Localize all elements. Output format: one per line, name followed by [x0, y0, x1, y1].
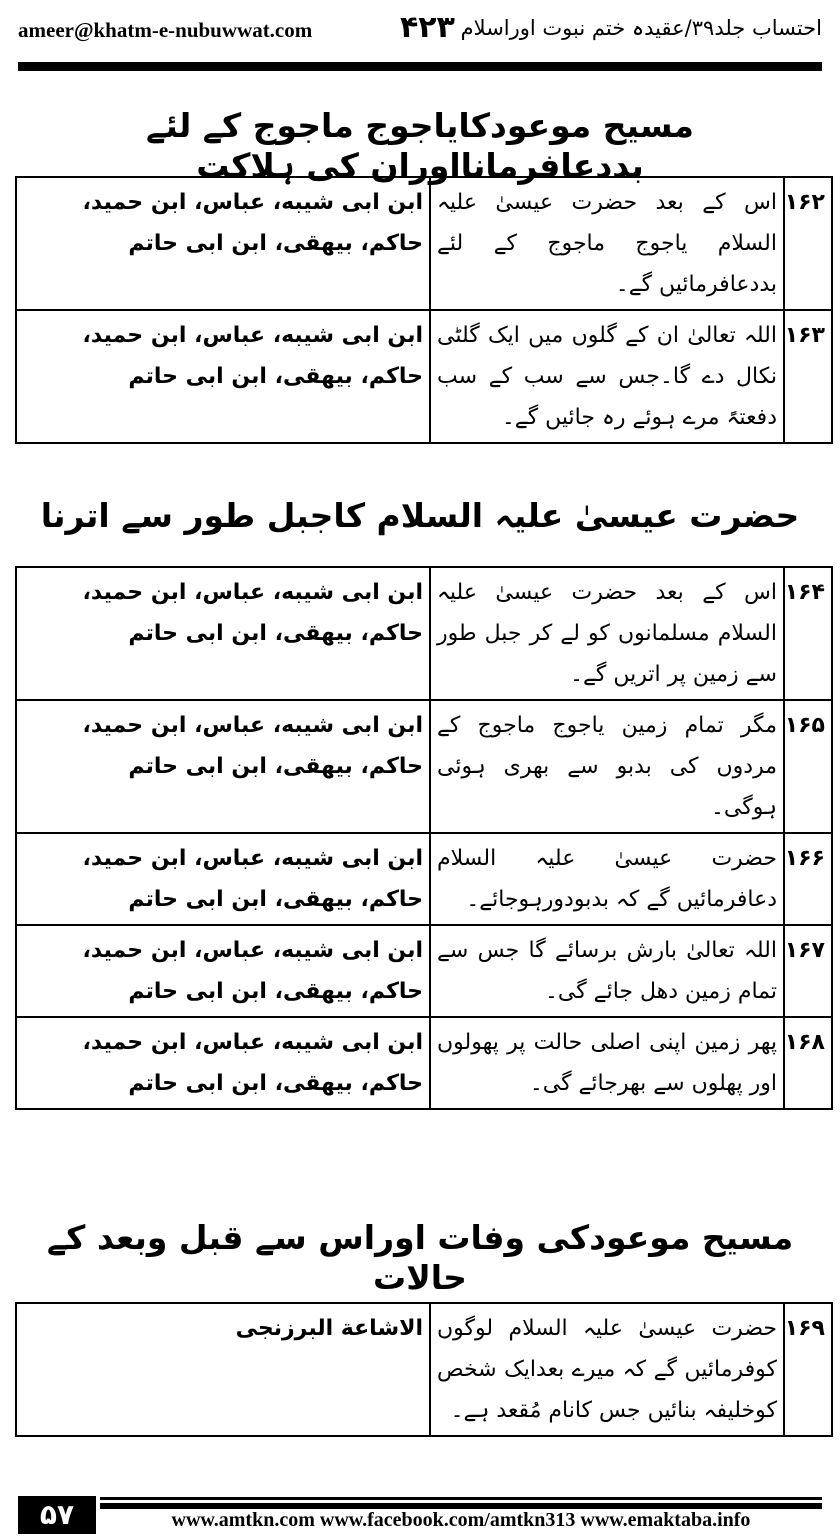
entry-text: حضرت عیسیٰ علیہ السلام دعافرمائیں گے کہ بدبودورہوجائے۔	[430, 833, 784, 925]
entry-text: اس کے بعد حضرت عیسیٰ علیہ السلام یاجوج ماجوج کے لئے بددعافرمائیں گے۔	[430, 177, 784, 310]
table-row	[16, 925, 832, 1017]
header-rule	[18, 62, 822, 71]
entry-reference: ابن ابی شیبه، عباس، ابن حمید، حاکم، بیهقی، ابن ابی حاتم	[16, 925, 430, 1017]
entry-number: ۱۶۸	[784, 1017, 832, 1109]
entry-reference: ابن ابی شیبه، عباس، ابن حمید، حاکم، بیهقی، ابن ابی حاتم	[16, 1017, 430, 1109]
section-heading-1: مسیح موعودکایاجوج ماجوج کے لئے بددعافرمانااوران کی ہلاکت	[146, 106, 694, 185]
entries-table-2	[15, 566, 833, 1110]
table-row	[16, 1017, 832, 1109]
entries-table-3	[15, 1302, 833, 1437]
entry-reference: ابن ابی شیبه، عباس، ابن حمید، حاکم، بیهقی، ابن ابی حاتم	[16, 310, 430, 443]
table-row	[16, 567, 832, 700]
header-book-title: احتساب جلد۳۹/عقیدہ ختم نبوت اوراسلام	[460, 16, 822, 40]
header-email: ameer@khatm-e-nubuwwat.com	[18, 18, 313, 42]
footer-rule-thin	[100, 1497, 822, 1500]
footer-page-number: ۵۷	[18, 1496, 96, 1534]
entry-number: ۱۶۹	[784, 1303, 832, 1436]
table-row	[16, 1303, 832, 1436]
table-row	[16, 310, 832, 443]
entry-text: اس کے بعد حضرت عیسیٰ علیہ السلام مسلمانوں کو لے کر جبل طور سے زمین پر اتریں گے۔	[430, 567, 784, 700]
entry-reference: ابن ابی شیبه، عباس، ابن حمید، حاکم، بیهقی، ابن ابی حاتم	[16, 833, 430, 925]
entry-number: ۱۶۲	[784, 177, 832, 310]
table-row	[16, 833, 832, 925]
entry-reference: الاشاعة البرزنجی	[16, 1303, 430, 1436]
entry-reference: ابن ابی شیبه، عباس، ابن حمید، حاکم، بیهقی، ابن ابی حاتم	[16, 567, 430, 700]
footer-links: www.amtkn.com www.facebook.com/amtkn313 www.emaktaba.info	[171, 1509, 751, 1531]
entry-text: اللہ تعالیٰ بارش برسائے گا جس سے تمام زمین دھل جائے گی۔	[430, 925, 784, 1017]
entry-reference: ابن ابی شیبه، عباس، ابن حمید، حاکم، بیهقی، ابن ابی حاتم	[16, 700, 430, 833]
table-row	[16, 700, 832, 833]
page-header	[18, 10, 822, 60]
entry-text: اللہ تعالیٰ ان کے گلوں میں ایک گلٹی نکال دے گا۔جس سے سب کے سب دفعتہً مرے ہوئے رہ جائیں گے۔	[430, 310, 784, 443]
entry-number: ۱۶۵	[784, 700, 832, 833]
entry-number: ۱۶۳	[784, 310, 832, 443]
section-heading-2: حضرت عیسیٰ علیہ السلام کاجبل طور سے اترنا	[40, 496, 800, 535]
table-row	[16, 177, 832, 310]
entry-number: ۱۶۶	[784, 833, 832, 925]
header-page-number: ۴۲۳	[400, 10, 455, 45]
entry-number: ۱۶۷	[784, 925, 832, 1017]
entries-table-1	[15, 176, 833, 444]
section-heading-3: مسیح موعودکی وفات اوراس سے قبل وبعد کے حالات	[46, 1218, 794, 1297]
entry-number: ۱۶۴	[784, 567, 832, 700]
entry-text: مگر تمام زمین یاجوج ماجوج کے مردوں کی بدبو سے بھری ہوئی ہوگی۔	[430, 700, 784, 833]
entry-text: پھر زمین اپنی اصلی حالت پر پھولوں اور پھلوں سے بھرجائے گی۔	[430, 1017, 784, 1109]
entry-text: حضرت عیسیٰ علیہ السلام لوگوں کوفرمائیں گے کہ میرے بعدایک شخص کوخلیفہ بنائیں جس کانام مُقعد ہے۔	[430, 1303, 784, 1436]
entry-reference: ابن ابی شیبه، عباس، ابن حمید، حاکم، بیهقی، ابن ابی حاتم	[16, 177, 430, 310]
